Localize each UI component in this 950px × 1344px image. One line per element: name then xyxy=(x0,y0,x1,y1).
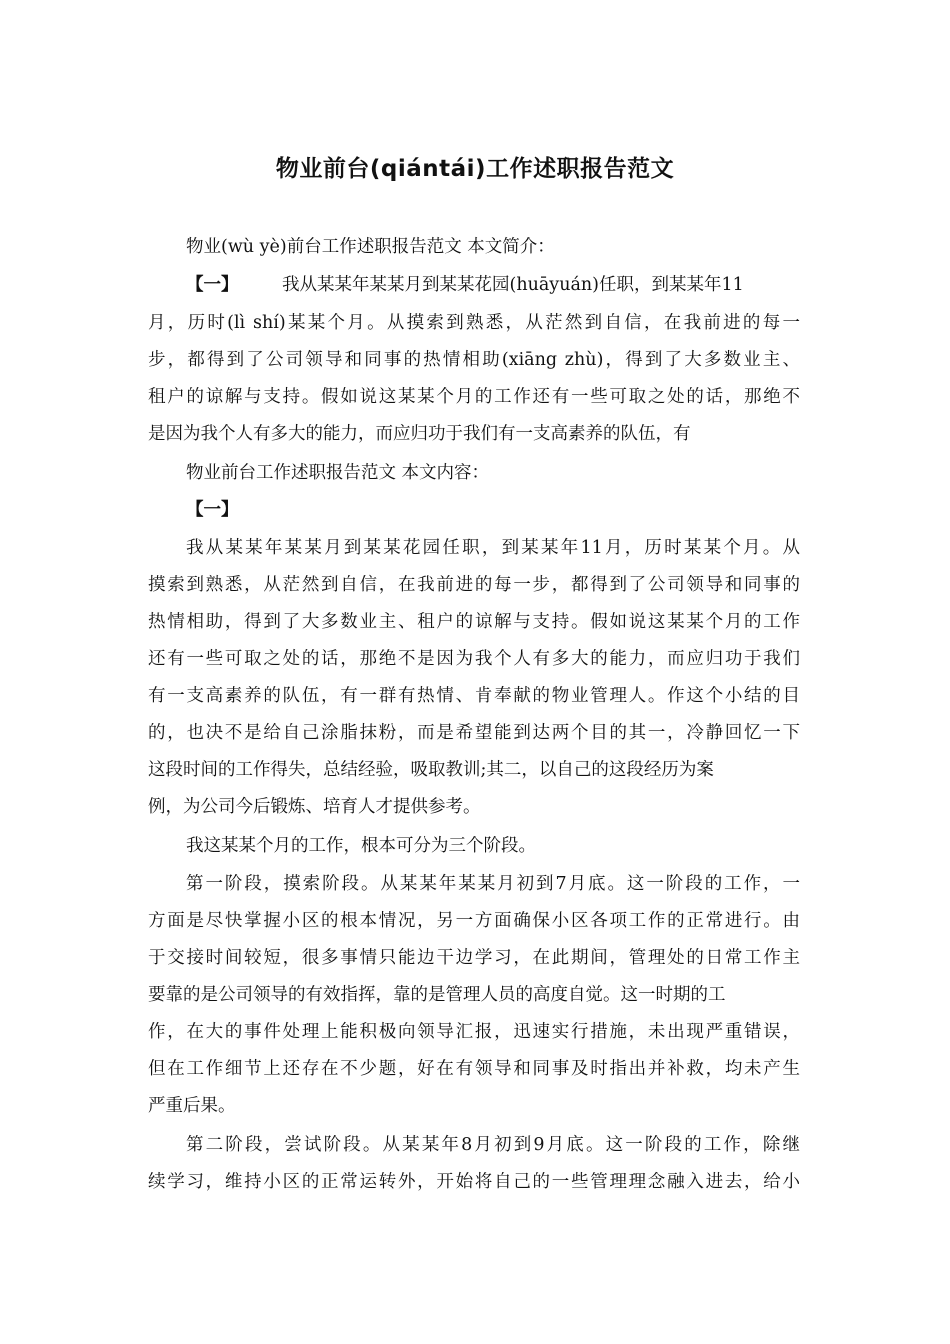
paragraph-line: 有一支高素养的队伍，有一群有热情、肯奉献的物业管理人。作这个小结的目 xyxy=(148,686,800,706)
paragraph-line: 第二阶段，尝试阶段。从某某年8月初到9月底。这一阶段的工作，除继 xyxy=(186,1135,800,1155)
paragraph-line: 还有一些可取之处的话，那绝不是因为我个人有多大的能力，而应归功于我们 xyxy=(148,649,800,669)
paragraph-line: 月，历时(lì shí)某某个月。从摸索到熟悉，从茫然到自信，在我前进的每一 xyxy=(148,313,800,333)
paragraph-line: 严重后果。 xyxy=(148,1096,236,1116)
paragraph-line: 例，为公司今后锻炼、培育人才提供参考。 xyxy=(148,797,481,817)
paragraph-line: 要靠的是公司领导的有效指挥，靠的是管理人员的高度自觉。这一时期的工 xyxy=(148,985,726,1005)
paragraph-line: 但在工作细节上还存在不少题，好在有领导和同事及时指出并补救，均未产生 xyxy=(148,1059,800,1079)
paragraph-line: 作，在大的事件处理上能积极向领导汇报，迅速实行措施，未出现严重错误， xyxy=(148,1022,800,1042)
section-marker: 【一】 xyxy=(186,500,239,520)
paragraph-line: 第一阶段，摸索阶段。从某某年某某月初到7月底。这一阶段的工作，一 xyxy=(186,874,800,894)
paragraph-line: 我从某某年某某月到某某花园(huāyuán)任职，到某某年11 xyxy=(282,275,744,295)
paragraph-line: 是因为我个人有多大的能力，而应归功于我们有一支高素养的队伍，有 xyxy=(148,424,691,444)
document-title: 物业前台(qiántái)工作述职报告范文 xyxy=(275,156,675,182)
paragraph-line: 我从某某年某某月到某某花园任职，到某某年11月，历时某某个月。从 xyxy=(186,538,800,558)
paragraph-line: 方面是尽快掌握小区的根本情况，另一方面确保小区各项工作的正常进行。由 xyxy=(148,911,800,931)
paragraph-line: 步，都得到了公司领导和同事的热情相助(xiāng zhù)，得到了大多数业主、 xyxy=(148,350,800,370)
content-heading: 物业前台工作述职报告范文 本文内容： xyxy=(186,463,490,483)
paragraph-line: 租户的谅解与支持。假如说这某某个月的工作还有一些可取之处的话，那绝不 xyxy=(148,387,800,407)
paragraph-line: 续学习，维持小区的正常运转外，开始将自己的一些管理理念融入进去，给小 xyxy=(148,1172,800,1192)
paragraph-line: 的，也决不是给自己涂脂抹粉，而是希望能到达两个目的其一，冷静回忆一下 xyxy=(148,723,800,743)
paragraph-line: 热情相助，得到了大多数业主、租户的谅解与支持。假如说这某某个月的工作 xyxy=(148,612,800,632)
section-marker: 【一】 xyxy=(186,275,239,295)
paragraph-line: 摸索到熟悉，从茫然到自信，在我前进的每一步，都得到了公司领导和同事的 xyxy=(148,575,800,595)
intro-heading: 物业(wù yè)前台工作述职报告范文 本文简介： xyxy=(186,237,555,257)
paragraph-line: 于交接时间较短，很多事情只能边干边学习，在此期间，管理处的日常工作主 xyxy=(148,948,800,968)
paragraph-line: 这段时间的工作得失，总结经验，吸取教训;其二，以自己的这段经历为案 xyxy=(148,760,714,780)
paragraph-line: 我这某某个月的工作，根本可分为三个阶段。 xyxy=(186,836,536,856)
